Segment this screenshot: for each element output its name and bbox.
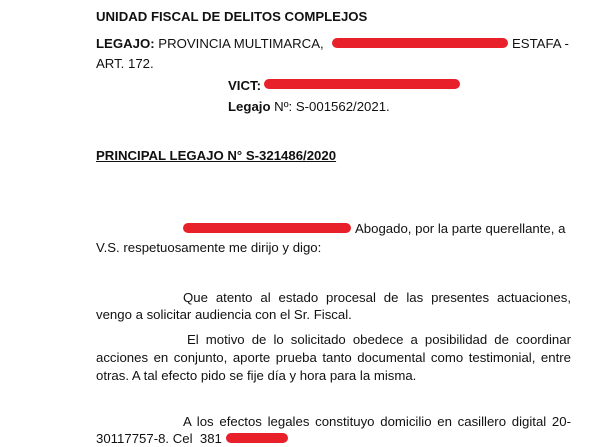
p4-line2: 30117757-8. Cel 381 [96,431,222,446]
legajo-number-value: Nº: S-001562/2021. [270,99,390,114]
p3-line3: otras. A tal efecto pido se fije día y hora para la misma. [96,368,417,383]
vict-colon: : [256,78,261,93]
redaction-mark [226,433,288,443]
redaction-mark [264,79,460,89]
legajo-text-a: PROVINCIA MULTIMARCA, [158,36,324,51]
p1-line2: V.S. respetuosamente me dirijo y digo: [96,240,322,255]
vict-label [228,78,261,94]
legajo-text-c: ART. 172. [96,56,154,71]
p2-line1: Que atento al estado procesal de las presentes actuaciones, [183,290,571,305]
p3-line2: acciones en conjunto, aporte prueba tanto documental como testimonial, entre [96,350,571,365]
p3-line1: El motivo de lo solicitado obedece a posibilidad de coordinar [187,332,571,347]
legajo-label: LEGAJO: [96,36,155,51]
p4-line1: A los efectos legales constituyo domicilio en casillero digital 20- [183,414,571,429]
legajo-number-label: Legajo [228,99,271,114]
redaction-mark [332,38,508,48]
legajo-line [96,36,324,52]
unit-heading: UNIDAD FISCAL DE DELITOS COMPLEJOS [96,9,368,24]
legajo-text-b: ESTAFA - [512,36,569,51]
p1-line1: Abogado, por la parte querellante, a [355,221,566,236]
redaction-mark [183,223,351,233]
p2-line2: vengo a solicitar audiencia con el Sr. Fiscal. [96,307,352,322]
legajo-number-line [228,99,390,115]
principal-heading: PRINCIPAL LEGAJO N° S-321486/2020 [96,148,337,163]
vict-label-text: VICT [228,78,257,93]
